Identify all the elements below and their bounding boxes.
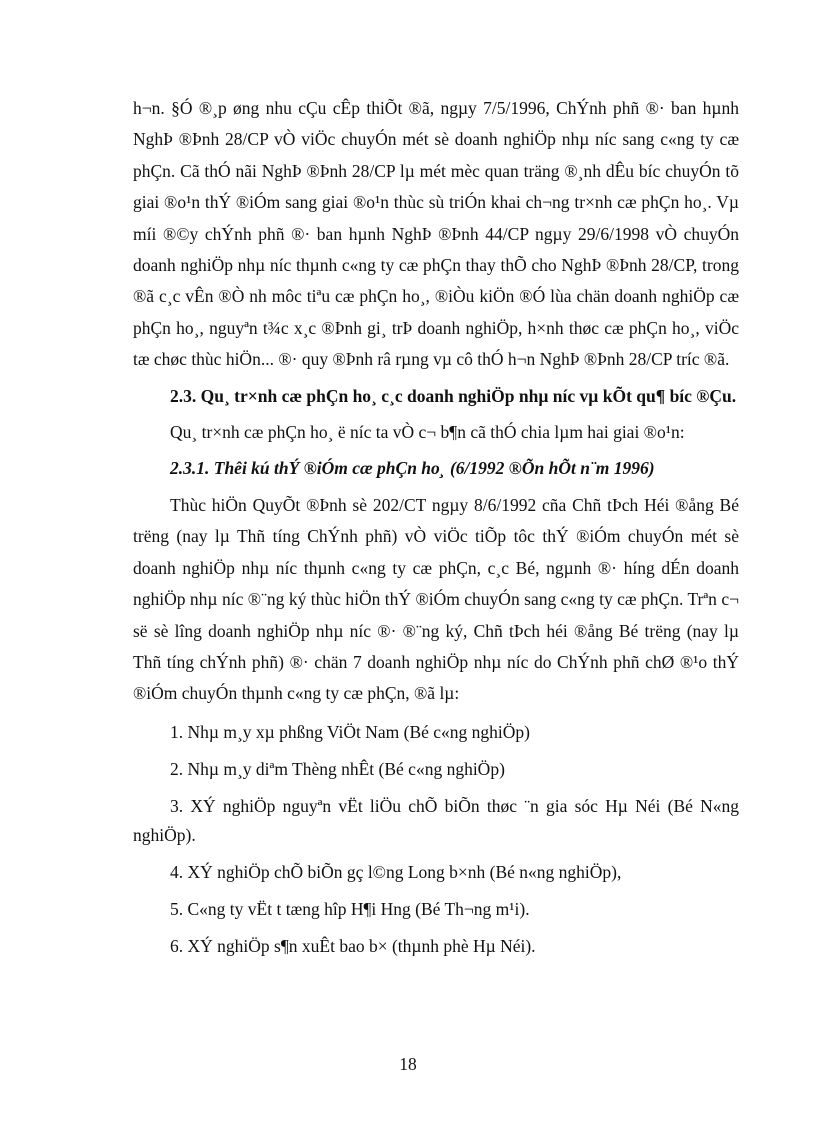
subsection-heading: 2.3.1. Thêi kú thÝ ®iÓm cæ phÇn ho¸ (6/1992 ®Õn hÕt n¨m 1996) bbox=[170, 458, 655, 479]
list-item: 5. C«ng ty vËt t tæng hîp H¶i Hng (Bé Th¬ng m¹i). bbox=[170, 898, 530, 919]
paragraph: Qu¸ tr×nh cæ phÇn ho¸ ë níc ta vÒ c¬ b¶n cã thÓ chia lµm hai giai ®o¹n: bbox=[170, 422, 685, 443]
document-body bbox=[133, 93, 739, 961]
paragraph: Thùc hiÖn QuyÕt ®Þnh sè 202/CT ngµy 8/6/1992 cña Chñ tÞch Héi ®ång Bé trëng (nay lµ Thñ tíng ChÝnh phñ) vÒ viÖc tiÕp tôc thÝ ®iÓm chuyÓn mét sè doanh nghiÖp nhµ níc thµnh c«ng ty cæ phÇn, c¸c Bé, ngµnh ®· híng dÉn doanh nghiÖp nhµ níc ®¨ng ký thùc hiÖn thÝ ®iÓm chuyÓn sang c«ng ty cæ phÇn. Trªn c¬ së sè lîng doanh nghiÖp nhµ níc ®· ®¨ng ký, Chñ tÞch héi ®ång Bé trëng (nay lµ Thñ tíng chÝnh phñ) ®· chän 7 doanh nghiÖp nhµ níc do ChÝnh phñ chØ ®¹o thÝ ®iÓm chuyÓn thµnh c«ng ty cæ phÇn, ®ã lµ: bbox=[133, 494, 739, 704]
list-item: 2. Nhµ m¸y diªm Thèng nhÊt (Bé c«ng nghiÖp) bbox=[170, 758, 505, 779]
list-item: 3. XÝ nghiÖp nguyªn vËt liÖu chÕ biÕn thøc ¨n gia sóc Hµ Néi (Bé N«ng nghiÖp). bbox=[133, 795, 739, 845]
page-number: 18 bbox=[399, 1054, 417, 1074]
list-item: 1. Nhµ m¸y xµ phßng ViÖt Nam (Bé c«ng nghiÖp) bbox=[170, 721, 531, 742]
section-heading: 2.3. Qu¸ tr×nh cæ phÇn ho¸ c¸c doanh nghiÖp nhµ níc vµ kÕt qu¶ bíc ®Çu. bbox=[170, 385, 737, 406]
paragraph: h¬n. §Ó ®¸p øng nhu cÇu cÊp thiÕt ®ã, ngµy 7/5/1996, ChÝnh phñ ®· ban hµnh NghÞ ®Þnh 28/CP vÒ viÖc chuyÓn mét sè doanh nghiÖp nhµ níc sang c«ng ty cæ phÇn. Cã thÓ nãi NghÞ ®Þnh 28/CP lµ mét mèc quan träng ®¸nh dÊu bíc chuyÓn tõ giai ®o¹n thÝ ®iÓm sang giai ®o¹n thùc sù triÓn khai ch¬ng tr×nh cæ phÇn ho¸. Vµ míi ®©y chÝnh phñ ®· ban hµnh NghÞ ®Þnh 44/CP ngµy 29/6/1998 vÒ chuyÓn doanh nghiÖp nhµ níc thµnh c«ng ty cæ phÇn thay thÕ cho NghÞ ®Þnh 28/CP, trong ®ã c¸c vÊn ®Ò nh môc tiªu cæ phÇn ho¸, ®iÒu kiÖn ®Ó lùa chän doanh nghiÖp cæ phÇn ho¸, nguyªn t¾c x¸c ®Þnh gi¸ trÞ doanh nghiÖp, h×nh thøc cæ phÇn ho¸, viÖc tæ chøc thùc hiÖn... ®· quy ®Þnh râ rµng vµ cô thÓ h¬n NghÞ ®Þnh 28/CP tríc ®ã. bbox=[133, 98, 739, 370]
list-item: 4. XÝ nghiÖp chÕ biÕn gç l©ng Long b×nh (Bé n«ng nghiÖp), bbox=[170, 861, 622, 882]
list-item: 6. XÝ nghiÖp s¶n xuÊt bao b× (thµnh phè Hµ Néi). bbox=[170, 935, 536, 956]
